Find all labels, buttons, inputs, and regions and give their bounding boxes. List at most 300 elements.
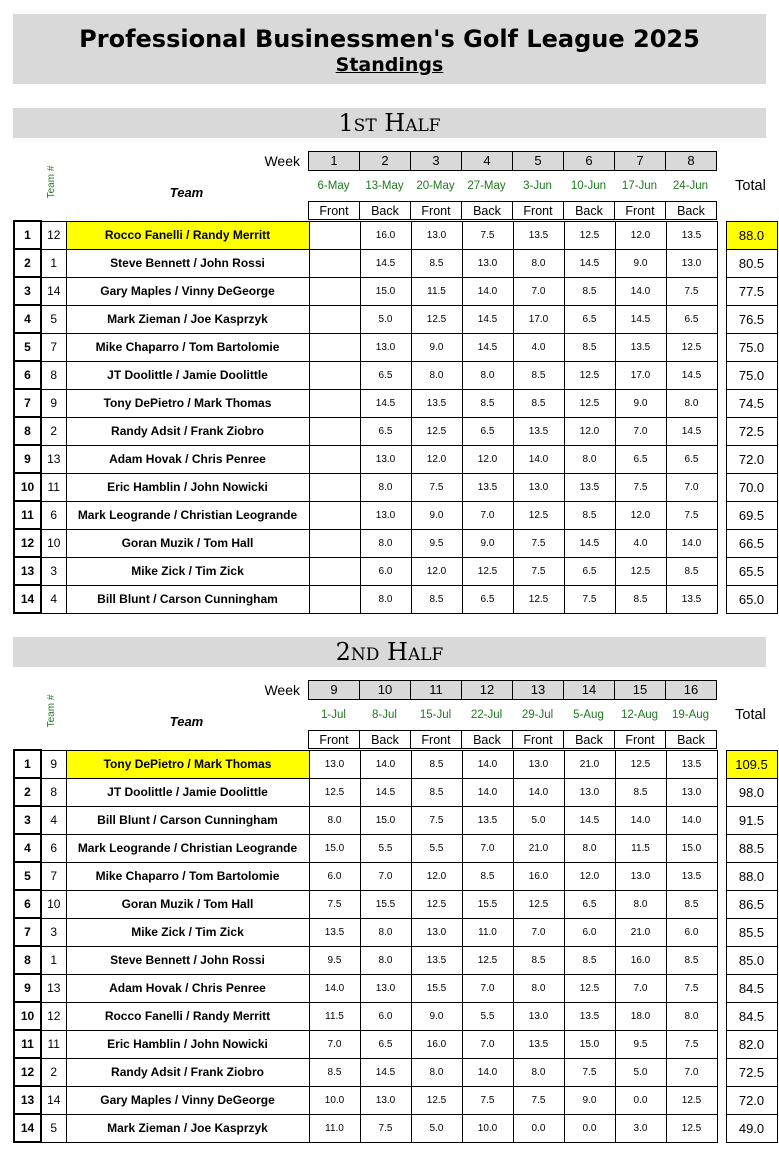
score-cell: 13.0 <box>360 333 411 361</box>
score-cell: 7.5 <box>615 473 666 501</box>
spacer-cell <box>717 249 726 277</box>
team-number-cell: 5 <box>41 305 66 333</box>
standings-row <box>14 1086 777 1114</box>
total-header: Total <box>735 178 766 194</box>
score-cell: 12.5 <box>666 1086 717 1114</box>
team-name-cell: Bill Blunt / Carson Cunningham <box>66 806 309 834</box>
spacer-cell <box>717 974 726 1002</box>
team-name-cell: Adam Hovak / Chris Penree <box>66 445 309 473</box>
score-cell: 8.0 <box>360 529 411 557</box>
rank-cell: 2 <box>14 249 41 277</box>
score-cell: 14.5 <box>462 305 513 333</box>
score-cell: 9.0 <box>564 1086 615 1114</box>
spacer-cell <box>717 501 726 529</box>
score-cell <box>309 361 360 389</box>
team-number-cell: 5 <box>41 1114 66 1142</box>
rank-cell: 12 <box>14 529 41 557</box>
team-number-cell: 10 <box>41 890 66 918</box>
rank-cell: 4 <box>14 834 41 862</box>
score-cell: 13.0 <box>513 750 564 778</box>
total-cell: 86.5 <box>726 890 777 918</box>
score-cell <box>309 585 360 613</box>
title-banner <box>13 14 766 84</box>
score-cell: 13.5 <box>666 862 717 890</box>
standings-row <box>14 501 777 529</box>
team-header: Team <box>169 714 204 729</box>
score-cell: 8.5 <box>462 862 513 890</box>
spacer-cell <box>717 1058 726 1086</box>
team-name-cell: Eric Hamblin / John Nowicki <box>66 473 309 501</box>
week-date: 15-Jul <box>419 709 452 721</box>
spacer-cell <box>717 1114 726 1142</box>
total-cell: 85.0 <box>726 946 777 974</box>
score-cell <box>309 445 360 473</box>
spacer-cell <box>717 862 726 890</box>
score-cell: 13.0 <box>360 501 411 529</box>
score-cell: 12.5 <box>462 946 513 974</box>
score-cell: 7.5 <box>360 1114 411 1142</box>
week-number: 14 <box>563 680 615 700</box>
score-cell: 13.0 <box>462 249 513 277</box>
score-cell: 7.0 <box>615 417 666 445</box>
standings-row <box>14 862 777 890</box>
total-cell: 72.0 <box>726 445 777 473</box>
week-number: 13 <box>512 680 564 700</box>
standings-row <box>14 1058 777 1086</box>
score-cell: 13.0 <box>309 750 360 778</box>
standings-row <box>14 417 777 445</box>
team-number-cell: 13 <box>41 974 66 1002</box>
front-back-label: Back <box>359 730 411 749</box>
spacer-cell <box>717 585 726 613</box>
score-cell: 10.0 <box>309 1086 360 1114</box>
score-cell: 21.0 <box>564 750 615 778</box>
score-cell: 14.0 <box>615 277 666 305</box>
week-date: 13-May <box>365 180 404 192</box>
score-cell: 6.5 <box>666 445 717 473</box>
score-cell: 17.0 <box>513 305 564 333</box>
score-cell: 7.5 <box>513 1086 564 1114</box>
total-cell: 76.5 <box>726 305 777 333</box>
score-cell <box>309 221 360 249</box>
score-cell: 9.5 <box>309 946 360 974</box>
score-cell: 16.0 <box>615 946 666 974</box>
total-cell: 84.5 <box>726 1002 777 1030</box>
team-name-cell: Adam Hovak / Chris Penree <box>66 974 309 1002</box>
score-cell <box>309 389 360 417</box>
score-cell: 6.5 <box>564 557 615 585</box>
score-cell: 8.5 <box>309 1058 360 1086</box>
score-cell: 7.5 <box>666 1030 717 1058</box>
score-cell: 12.0 <box>411 862 462 890</box>
week-date: 8-Jul <box>372 709 397 721</box>
score-cell: 13.0 <box>411 918 462 946</box>
score-cell: 5.5 <box>360 834 411 862</box>
score-cell: 14.0 <box>462 750 513 778</box>
total-cell: 65.5 <box>726 557 777 585</box>
team-name-cell: JT Doolittle / Jamie Doolittle <box>66 361 309 389</box>
week-date: 22-Jul <box>470 709 503 721</box>
team-number-cell: 7 <box>41 333 66 361</box>
score-cell: 8.5 <box>411 249 462 277</box>
team-name-cell: Tony DePietro / Mark Thomas <box>66 389 309 417</box>
score-cell: 12.0 <box>411 445 462 473</box>
score-cell: 8.0 <box>309 806 360 834</box>
score-cell: 7.0 <box>462 834 513 862</box>
score-cell: 14.0 <box>360 750 411 778</box>
total-cell: 70.0 <box>726 473 777 501</box>
score-cell: 8.0 <box>666 1002 717 1030</box>
score-cell: 7.5 <box>411 806 462 834</box>
score-cell: 14.5 <box>462 333 513 361</box>
spacer-cell <box>717 1002 726 1030</box>
total-cell: 88.0 <box>726 862 777 890</box>
score-cell: 8.5 <box>513 389 564 417</box>
score-cell: 5.5 <box>411 834 462 862</box>
score-cell <box>309 333 360 361</box>
team-number-cell: 12 <box>41 221 66 249</box>
score-cell: 7.0 <box>462 974 513 1002</box>
score-cell: 12.5 <box>666 333 717 361</box>
score-cell: 14.0 <box>462 277 513 305</box>
standings-row <box>14 249 777 277</box>
score-cell: 8.5 <box>411 778 462 806</box>
spacer-cell <box>717 445 726 473</box>
score-cell: 6.5 <box>462 585 513 613</box>
score-cell: 6.5 <box>666 305 717 333</box>
score-cell: 6.0 <box>360 557 411 585</box>
score-cell <box>309 305 360 333</box>
score-cell: 13.0 <box>411 221 462 249</box>
score-cell: 8.5 <box>564 501 615 529</box>
standings-row <box>14 918 777 946</box>
team-number-cell: 13 <box>41 445 66 473</box>
total-cell: 85.5 <box>726 918 777 946</box>
score-cell: 6.5 <box>360 417 411 445</box>
standings-table <box>13 220 778 614</box>
spacer-cell <box>717 305 726 333</box>
score-cell: 12.5 <box>564 974 615 1002</box>
score-cell: 5.0 <box>411 1114 462 1142</box>
score-cell: 4.0 <box>513 333 564 361</box>
team-name-cell: Mark Leogrande / Christian Leogrande <box>66 501 309 529</box>
score-cell: 14.5 <box>666 361 717 389</box>
team-number-cell: 4 <box>41 806 66 834</box>
score-cell: 12.5 <box>615 750 666 778</box>
standings-row <box>14 305 777 333</box>
score-cell: 8.5 <box>666 557 717 585</box>
score-cell <box>309 501 360 529</box>
score-cell: 15.0 <box>360 806 411 834</box>
team-number-cell: 12 <box>41 1002 66 1030</box>
rank-cell: 10 <box>14 473 41 501</box>
week-date: 19-Aug <box>671 709 710 721</box>
week-date: 29-Jul <box>521 709 554 721</box>
team-number-cell: 14 <box>41 277 66 305</box>
spacer-cell <box>717 529 726 557</box>
score-cell: 9.0 <box>462 529 513 557</box>
spacer-cell <box>717 918 726 946</box>
score-cell: 11.5 <box>309 1002 360 1030</box>
score-cell: 9.0 <box>411 333 462 361</box>
team-name-cell: Rocco Fanelli / Randy Merritt <box>66 1002 309 1030</box>
score-cell: 8.0 <box>360 473 411 501</box>
score-cell: 3.0 <box>615 1114 666 1142</box>
second-half-standings <box>13 680 766 1140</box>
score-cell: 8.0 <box>360 946 411 974</box>
rank-cell: 13 <box>14 557 41 585</box>
standings-row <box>14 834 777 862</box>
team-name-cell: Eric Hamblin / John Nowicki <box>66 1030 309 1058</box>
score-cell: 8.0 <box>564 445 615 473</box>
rank-cell: 5 <box>14 862 41 890</box>
front-back-label: Back <box>665 201 717 220</box>
front-back-label: Front <box>614 201 666 220</box>
score-cell: 12.5 <box>615 557 666 585</box>
week-date: 27-May <box>467 180 506 192</box>
score-cell: 12.5 <box>564 221 615 249</box>
score-cell: 11.0 <box>309 1114 360 1142</box>
score-cell: 8.5 <box>411 585 462 613</box>
week-number: 6 <box>563 151 615 171</box>
score-cell: 8.5 <box>615 778 666 806</box>
score-cell: 8.5 <box>564 333 615 361</box>
score-cell: 5.0 <box>513 806 564 834</box>
score-cell: 14.0 <box>462 1058 513 1086</box>
team-number-cell: 6 <box>41 501 66 529</box>
week-date: 10-Jun <box>570 180 607 192</box>
score-cell: 11.5 <box>615 834 666 862</box>
team-number-header: Team # <box>46 165 57 199</box>
score-cell: 6.0 <box>309 862 360 890</box>
score-cell: 8.0 <box>360 918 411 946</box>
score-cell: 7.5 <box>564 585 615 613</box>
week-number: 5 <box>512 151 564 171</box>
score-cell: 9.0 <box>411 501 462 529</box>
score-cell: 5.0 <box>360 305 411 333</box>
score-cell: 21.0 <box>513 834 564 862</box>
score-cell: 14.0 <box>513 778 564 806</box>
score-cell: 15.5 <box>411 974 462 1002</box>
score-cell: 7.5 <box>462 1086 513 1114</box>
score-cell: 13.5 <box>462 473 513 501</box>
standings-row <box>14 221 777 249</box>
score-cell: 13.5 <box>666 750 717 778</box>
score-cell: 16.0 <box>513 862 564 890</box>
score-cell: 8.5 <box>666 946 717 974</box>
score-cell: 8.5 <box>513 361 564 389</box>
score-cell <box>309 529 360 557</box>
score-cell: 8.0 <box>513 249 564 277</box>
score-cell: 6.0 <box>666 918 717 946</box>
score-cell: 13.5 <box>513 1030 564 1058</box>
score-cell: 15.0 <box>564 1030 615 1058</box>
rank-cell: 11 <box>14 501 41 529</box>
front-back-label: Front <box>512 201 564 220</box>
total-cell: 75.0 <box>726 361 777 389</box>
score-cell: 12.5 <box>564 361 615 389</box>
team-name-cell: Steve Bennett / John Rossi <box>66 946 309 974</box>
standings-row <box>14 361 777 389</box>
standings-row <box>14 890 777 918</box>
week-number: 15 <box>614 680 666 700</box>
score-cell: 14.0 <box>666 806 717 834</box>
team-number-cell: 8 <box>41 778 66 806</box>
team-name-cell: Goran Muzik / Tom Hall <box>66 890 309 918</box>
score-cell: 8.0 <box>513 1058 564 1086</box>
score-cell: 8.5 <box>564 277 615 305</box>
front-back-label: Back <box>461 201 513 220</box>
rank-cell: 13 <box>14 1086 41 1114</box>
score-cell: 12.0 <box>615 501 666 529</box>
score-cell: 13.0 <box>564 778 615 806</box>
score-cell: 9.5 <box>411 529 462 557</box>
front-back-label: Front <box>308 730 360 749</box>
rank-cell: 7 <box>14 389 41 417</box>
standings-row <box>14 277 777 305</box>
standings-row <box>14 557 777 585</box>
score-cell: 0.0 <box>513 1114 564 1142</box>
total-cell: 65.0 <box>726 585 777 613</box>
score-cell: 13.0 <box>666 249 717 277</box>
score-cell: 7.5 <box>411 473 462 501</box>
score-cell: 12.0 <box>411 557 462 585</box>
score-cell: 14.0 <box>513 445 564 473</box>
score-cell: 13.5 <box>309 918 360 946</box>
score-cell: 13.5 <box>411 946 462 974</box>
team-number-cell: 10 <box>41 529 66 557</box>
score-cell: 7.5 <box>666 501 717 529</box>
score-cell: 7.0 <box>666 473 717 501</box>
score-cell: 8.0 <box>360 585 411 613</box>
score-cell: 6.5 <box>360 1030 411 1058</box>
team-number-cell: 1 <box>41 249 66 277</box>
score-cell: 6.5 <box>615 445 666 473</box>
spacer-cell <box>717 1086 726 1114</box>
team-header: Team <box>169 185 204 200</box>
rank-cell: 9 <box>14 445 41 473</box>
score-cell: 8.0 <box>462 361 513 389</box>
total-cell: 80.5 <box>726 249 777 277</box>
score-cell <box>309 249 360 277</box>
score-cell: 12.5 <box>513 585 564 613</box>
score-cell: 13.0 <box>360 445 411 473</box>
team-number-cell: 14 <box>41 1086 66 1114</box>
spacer-cell <box>717 557 726 585</box>
score-cell: 15.0 <box>360 277 411 305</box>
spacer-cell <box>717 361 726 389</box>
team-number-cell: 6 <box>41 834 66 862</box>
rank-cell: 3 <box>14 806 41 834</box>
score-cell: 0.0 <box>615 1086 666 1114</box>
team-name-cell: Mike Zick / Tim Zick <box>66 557 309 585</box>
total-cell: 98.0 <box>726 778 777 806</box>
score-cell: 21.0 <box>615 918 666 946</box>
standings-row <box>14 585 777 613</box>
score-cell: 6.5 <box>360 361 411 389</box>
score-cell: 13.5 <box>564 1002 615 1030</box>
total-cell: 84.5 <box>726 974 777 1002</box>
score-cell: 7.0 <box>462 1030 513 1058</box>
score-cell: 12.5 <box>411 305 462 333</box>
week-number: 8 <box>665 151 717 171</box>
week-date: 20-May <box>416 180 455 192</box>
score-cell: 8.0 <box>411 1058 462 1086</box>
score-cell: 13.5 <box>564 473 615 501</box>
team-name-cell: Mike Chaparro / Tom Bartolomie <box>66 333 309 361</box>
week-number: 9 <box>308 680 360 700</box>
score-cell: 15.5 <box>462 890 513 918</box>
score-cell: 9.0 <box>615 389 666 417</box>
score-cell: 15.0 <box>309 834 360 862</box>
score-cell: 12.5 <box>309 778 360 806</box>
total-cell: 82.0 <box>726 1030 777 1058</box>
score-cell: 14.0 <box>666 529 717 557</box>
score-cell: 9.0 <box>411 1002 462 1030</box>
week-number: 4 <box>461 151 513 171</box>
page-title: Professional Businessmen's Golf League 2025 <box>79 25 700 53</box>
spacer-cell <box>717 277 726 305</box>
week-number: 1 <box>308 151 360 171</box>
rank-cell: 12 <box>14 1058 41 1086</box>
team-number-cell: 1 <box>41 946 66 974</box>
score-cell: 14.5 <box>564 249 615 277</box>
team-name-cell: Randy Adsit / Frank Ziobro <box>66 417 309 445</box>
front-back-label: Back <box>461 730 513 749</box>
front-back-label: Front <box>410 730 462 749</box>
total-cell: 88.0 <box>726 221 777 249</box>
team-number-cell: 3 <box>41 918 66 946</box>
score-cell: 7.5 <box>513 557 564 585</box>
week-date: 3-Jun <box>523 180 552 192</box>
score-cell: 6.5 <box>564 305 615 333</box>
team-name-cell: Mike Zick / Tim Zick <box>66 918 309 946</box>
score-cell: 15.5 <box>360 890 411 918</box>
first-half-banner: 1st Half <box>13 108 766 138</box>
spacer-cell <box>717 1030 726 1058</box>
score-cell: 14.5 <box>564 529 615 557</box>
score-cell: 0.0 <box>564 1114 615 1142</box>
score-cell: 13.5 <box>513 417 564 445</box>
score-cell <box>309 417 360 445</box>
spacer-cell <box>717 834 726 862</box>
week-number: 10 <box>359 680 411 700</box>
team-name-cell: JT Doolittle / Jamie Doolittle <box>66 778 309 806</box>
week-number: 3 <box>410 151 462 171</box>
score-cell: 16.0 <box>411 1030 462 1058</box>
week-number: 12 <box>461 680 513 700</box>
score-cell: 6.0 <box>564 918 615 946</box>
rank-cell: 10 <box>14 1002 41 1030</box>
front-back-label: Front <box>614 730 666 749</box>
total-cell: 49.0 <box>726 1114 777 1142</box>
team-number-cell: 3 <box>41 557 66 585</box>
week-number: 2 <box>359 151 411 171</box>
total-cell: 91.5 <box>726 806 777 834</box>
team-name-cell: Bill Blunt / Carson Cunningham <box>66 585 309 613</box>
front-back-label: Front <box>410 201 462 220</box>
score-cell: 7.0 <box>666 1058 717 1086</box>
score-cell: 8.0 <box>564 834 615 862</box>
total-cell: 72.5 <box>726 1058 777 1086</box>
score-cell: 7.0 <box>615 974 666 1002</box>
front-back-label: Back <box>563 201 615 220</box>
spacer-cell <box>717 221 726 249</box>
score-cell: 15.0 <box>666 834 717 862</box>
team-number-cell: 11 <box>41 473 66 501</box>
score-cell: 12.5 <box>513 890 564 918</box>
score-cell: 5.5 <box>462 1002 513 1030</box>
